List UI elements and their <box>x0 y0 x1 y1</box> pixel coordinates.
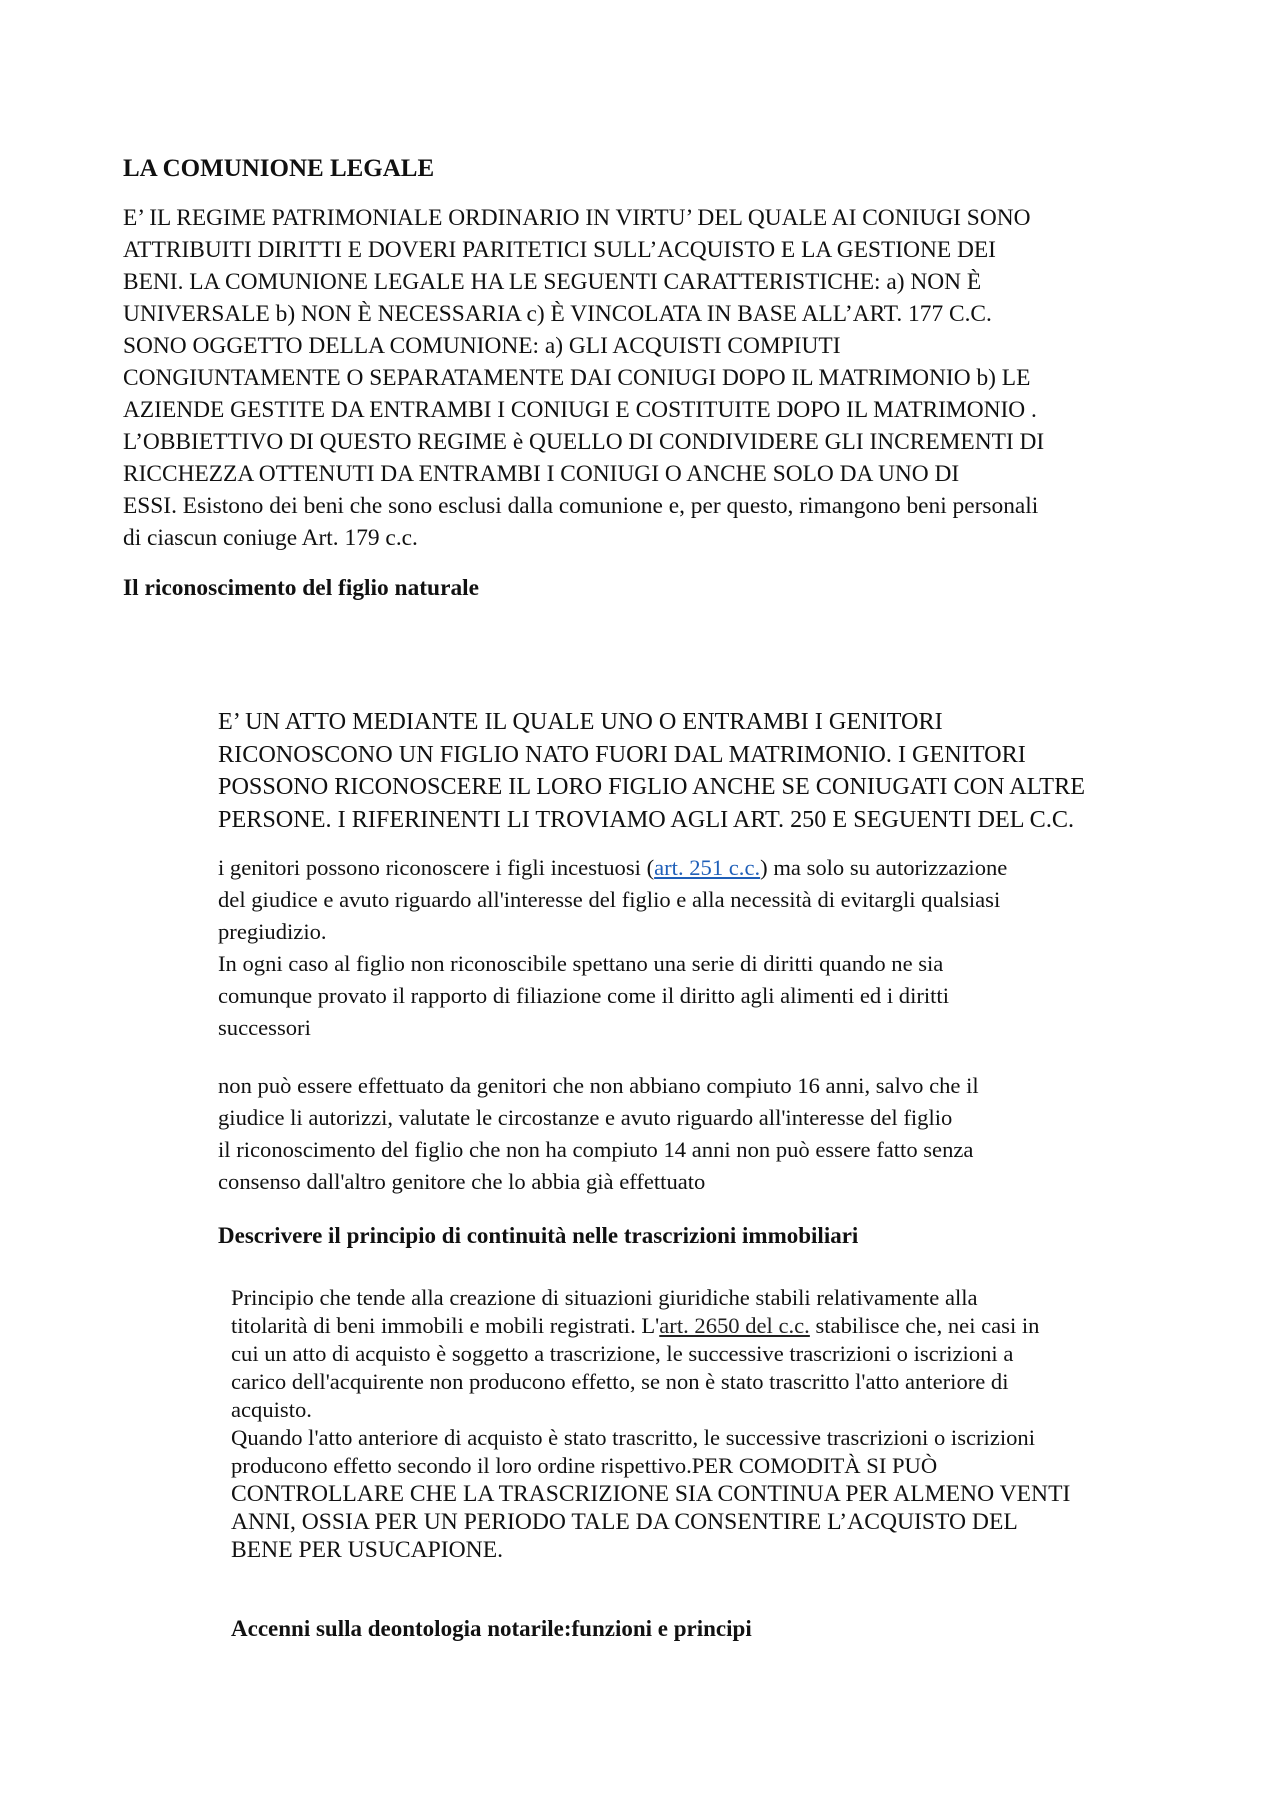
text-line: carico dell'acquirente non producono effetto, se non è stato trascritto l'atto anteriore di <box>231 1369 1009 1394</box>
text-line: del giudice e avuto riguardo all'interesse del figlio e alla necessità di evitargli qualsiasi <box>218 887 1001 912</box>
section-title-riconoscimento: Il riconoscimento del figlio naturale <box>123 575 480 601</box>
text-line: comunque provato il rapporto di filiazione come il diritto agli alimenti ed i diritti <box>218 983 949 1008</box>
text-line: consenso dall'altro genitore che lo abbia già effettuato <box>218 1169 706 1194</box>
paragraph-figli-incestuosi <box>218 852 1007 1044</box>
text-line: il riconoscimento del figlio che non ha compiuto 14 anni non può essere fatto senza <box>218 1137 974 1162</box>
section-title-continuita-trascrizioni: Descrivere il principio di continuità nelle trascrizioni immobiliari <box>218 1223 859 1248</box>
text-line: SONO OGGETTO DELLA COMUNIONE: a) GLI ACQUISTI COMPIUTI <box>123 333 841 359</box>
text-line: L’OBBIETTIVO DI QUESTO REGIME è QUELLO DI CONDIVIDERE GLI INCREMENTI DI <box>123 429 1045 455</box>
text-line: CONGIUNTAMENTE O SEPARATAMENTE DAI CONIUGI DOPO IL MATRIMONIO b) LE <box>123 365 1031 391</box>
text-line: AZIENDE GESTITE DA ENTRAMBI I CONIUGI E COSTITUITE DOPO IL MATRIMONIO . <box>123 397 1037 423</box>
text-line: Principio che tende alla creazione di situazioni giuridiche stabili relativamente alla <box>231 1285 978 1310</box>
art-251-link[interactable]: art. 251 c.c. <box>654 855 761 880</box>
text-line: In ogni caso al figlio non riconoscibile spettano una serie di diritti quando ne sia <box>218 951 944 976</box>
text-line: POSSONO RICONOSCERE IL LORO FIGLIO ANCHE SE CONIUGATI CON ALTRE <box>218 773 1085 800</box>
paragraph-eta-genitori <box>218 1070 979 1134</box>
section-title-deontologia-notarile: Accenni sulla deontologia notarile:funzioni e principi <box>231 1616 752 1641</box>
paragraph-continuita-trascrizioni <box>231 1284 1070 1564</box>
text-segment: titolarità di beni immobili e mobili registrati. L' <box>231 1313 660 1338</box>
paragraph-comunione-legale <box>123 202 1173 554</box>
text-line <box>218 852 1007 884</box>
text-segment: i genitori possono riconoscere i figli incestuosi ( <box>218 855 655 880</box>
text-line: ATTRIBUITI DIRITTI E DOVERI PARITETICI SULL’ACQUISTO E LA GESTIONE DEI <box>123 237 996 263</box>
text-line: cui un atto di acquisto è soggetto a trascrizione, le successive trascrizioni o iscrizioni a <box>231 1341 1014 1366</box>
text-line: di ciascun coniuge Art. 179 c.c. <box>123 525 418 551</box>
section-title-comunione-legale: LA COMUNIONE LEGALE <box>123 155 435 182</box>
text-line: ANNI, OSSIA PER UN PERIODO TALE DA CONSENTIRE L’ACQUISTO DEL <box>231 1509 1018 1535</box>
paragraph-riconoscimento-definition <box>218 706 1178 836</box>
text-line: Quando l'atto anteriore di acquisto è stato trascritto, le successive trascrizioni o iscrizioni <box>231 1425 1036 1450</box>
text-line <box>231 1312 1070 1340</box>
text-line: E’ UN ATTO MEDIANTE IL QUALE UNO O ENTRAMBI I GENITORI <box>218 708 943 735</box>
text-line: non può essere effettuato da genitori che non abbiano compiuto 16 anni, salvo che il <box>218 1073 979 1098</box>
paragraph-consenso-genitore <box>218 1134 973 1198</box>
text-line: successori <box>218 1015 311 1040</box>
text-line: CONTROLLARE CHE LA TRASCRIZIONE SIA CONTINUA PER ALMENO VENTI <box>231 1481 1071 1507</box>
text-line: E’ IL REGIME PATRIMONIALE ORDINARIO IN VIRTU’ DEL QUALE AI CONIUGI SONO <box>123 205 1031 231</box>
text-line: ESSI. Esistono dei beni che sono esclusi dalla comunione e, per questo, rimangono beni personali <box>123 493 1039 519</box>
text-line: BENE PER USUCAPIONE. <box>231 1537 504 1563</box>
text-line: UNIVERSALE b) NON È NECESSARIA c) È VINCOLATA IN BASE ALL’ART. 177 C.C. <box>123 301 992 327</box>
text-line: RICCHEZZA OTTENUTI DA ENTRAMBI I CONIUGI O ANCHE SOLO DA UNO DI <box>123 461 960 487</box>
art-2650-link[interactable]: art. 2650 del c.c. <box>659 1313 810 1338</box>
text-segment: ) ma solo su autorizzazione <box>760 855 1008 880</box>
text-line: RICONOSCONO UN FIGLIO NATO FUORI DAL MATRIMONIO. I GENITORI <box>218 740 1026 768</box>
text-segment: stabilisce che, nei casi in <box>809 1313 1040 1338</box>
text-line: acquisto. <box>231 1397 312 1422</box>
text-line: producono effetto secondo il loro ordine rispettivo.PER COMODITÀ SI PUÒ <box>231 1453 938 1478</box>
text-line: PERSONE. I RIFERINENTI LI TROVIAMO AGLI ART. 250 E SEGUENTI DEL C.C. <box>218 805 1075 833</box>
text-line: BENI. LA COMUNIONE LEGALE HA LE SEGUENTI CARATTERISTICHE: a) NON È <box>123 269 982 295</box>
text-line: giudice li autorizzi, valutate le circostanze e avuto riguardo all'interesse del figlio <box>218 1105 953 1130</box>
text-line: pregiudizio. <box>218 919 327 944</box>
